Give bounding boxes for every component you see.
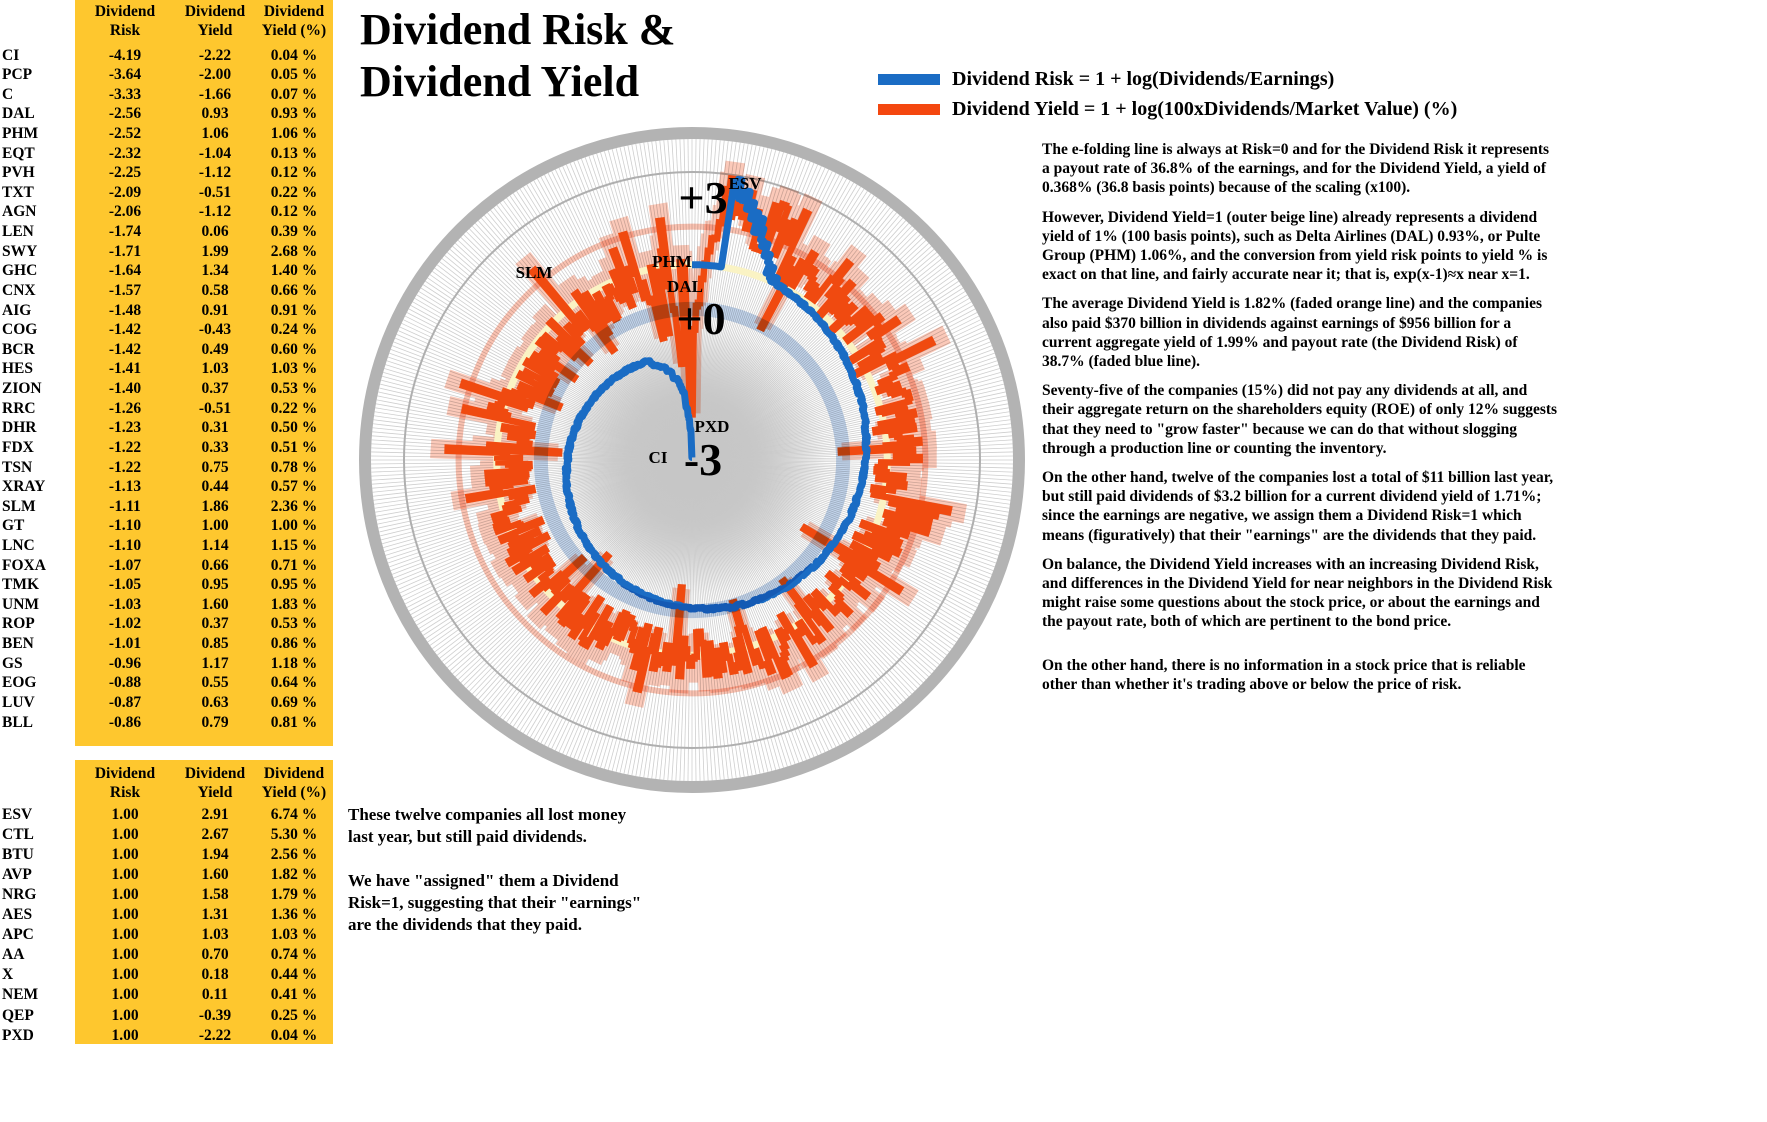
value-cell: 1.58: [201, 886, 229, 904]
note-line: [348, 848, 668, 870]
value-cell: 1.82 %: [270, 866, 318, 884]
value-cell: 1.00: [111, 986, 139, 1004]
value-cell: 1.17: [201, 654, 229, 672]
value-cell: 1.83 %: [270, 595, 318, 613]
value-cell: 1.60: [201, 866, 229, 884]
table-row: [0, 459, 335, 479]
value-cell: 0.12 %: [270, 203, 318, 221]
value-cell: 1.40 %: [270, 262, 318, 280]
value-cell: 0.95 %: [270, 576, 318, 594]
value-cell: 0.13 %: [270, 144, 318, 162]
table-row: [0, 302, 335, 322]
value-cell: -1.07: [108, 556, 142, 574]
table-row: [0, 184, 335, 204]
value-cell: 0.50 %: [270, 419, 318, 437]
table-row: [0, 321, 335, 341]
value-cell: 2.68 %: [270, 242, 318, 260]
value-cell: 1.86: [201, 497, 229, 515]
ticker-cell: UNM: [2, 595, 40, 613]
ticker-cell: RRC: [2, 399, 36, 417]
column-header: Dividend Risk: [94, 765, 156, 801]
value-cell: 1.36 %: [270, 906, 318, 924]
value-cell: -1.10: [108, 537, 142, 554]
table-row: [0, 926, 335, 946]
company-label-ci: CI: [648, 448, 668, 467]
value-cell: 1.00: [111, 886, 139, 904]
ticker-cell: X: [2, 966, 14, 984]
value-cell: 0.93 %: [270, 105, 318, 123]
value-cell: 1.06 %: [270, 124, 318, 142]
value-cell: 0.91 %: [270, 301, 318, 319]
table-row: [0, 1027, 335, 1047]
ticker-cell: AVP: [2, 866, 32, 884]
value-cell: 0.70: [201, 946, 229, 964]
value-cell: 0.22 %: [270, 183, 318, 201]
assigned-note: [348, 804, 668, 936]
table-row: [0, 674, 335, 694]
value-cell: -2.52: [108, 124, 142, 142]
value-cell: 0.37: [201, 615, 229, 633]
company-label-dal: DAL: [667, 277, 703, 296]
value-cell: -0.88: [108, 674, 142, 692]
table-row: [0, 655, 335, 675]
table-row: [0, 86, 335, 106]
value-cell: -1.48: [108, 301, 142, 319]
table-row: [0, 866, 335, 886]
ticker-cell: CI: [2, 46, 20, 64]
table-row: [0, 517, 335, 537]
value-cell: 0.07 %: [270, 85, 318, 103]
table-row: [0, 400, 335, 420]
table-row: [0, 380, 335, 400]
value-cell: 0.95: [201, 576, 229, 594]
commentary-paragraph: On balance, the Dividend Yield increases with an increasing Dividend Risk, and differences in the Dividend Yield for near neighbors in the Dividend Risk might raise some questions about the stock price, or about the earnings and the payout rate, both of which are pertinent to the bond price.: [1042, 555, 1553, 631]
ticker-cell: CNX: [2, 281, 36, 299]
value-cell: 0.53 %: [270, 380, 318, 398]
value-cell: 0.49: [201, 340, 229, 358]
value-cell: -1.11: [109, 497, 141, 515]
legend-swatch-icon: [878, 74, 940, 85]
table-row: [0, 886, 335, 906]
ticker-cell: TSN: [2, 458, 33, 476]
value-cell: -1.41: [108, 360, 142, 378]
value-cell: -0.96: [108, 654, 142, 672]
value-cell: 1.00: [201, 517, 229, 535]
value-cell: -1.10: [108, 517, 142, 535]
value-cell: 1.34: [201, 262, 229, 280]
value-cell: 2.56 %: [270, 846, 318, 864]
value-cell: -1.12: [198, 203, 232, 221]
commentary-paragraph: However, Dividend Yield=1 (outer beige line) already represents a dividend yield of 1% (100 basis points), such as Delta Airlines (DAL) 0.93%, or Pulte Group (PHM) 1.06%, and the conversion from yield risk points to yield % is exact on that line, and fairly accurate near it; that is, exp(x-1)≈x near x=1.: [1042, 208, 1548, 284]
value-cell: 0.63: [201, 693, 229, 711]
page-title: [360, 4, 675, 108]
column-header: Dividend Yield (%): [261, 3, 327, 39]
value-cell: -1.01: [108, 635, 142, 653]
note-line: last year, but still paid dividends.: [348, 827, 587, 846]
value-cell: -1.71: [108, 242, 142, 260]
value-cell: -2.22: [198, 46, 232, 64]
value-cell: -0.51: [198, 183, 232, 201]
note-line: are the dividends that they paid.: [348, 915, 582, 934]
table-row: [0, 615, 335, 635]
value-cell: -1.03: [108, 595, 142, 613]
value-cell: 0.86 %: [270, 635, 318, 653]
ticker-cell: DAL: [2, 105, 35, 123]
company-label-pxd: PXD: [694, 417, 730, 436]
ticker-cell: COG: [2, 321, 38, 339]
value-cell: 6.74 %: [270, 806, 318, 823]
value-cell: 1.31: [201, 906, 229, 924]
ticker-cell: ROP: [2, 615, 35, 633]
value-cell: 1.00: [111, 946, 139, 964]
note-line: Risk=1, suggesting that their "earnings": [348, 893, 642, 912]
ticker-cell: EQT: [2, 144, 35, 162]
table-row: [0, 946, 335, 966]
table-row: [0, 145, 335, 165]
value-cell: 0.58: [201, 281, 229, 299]
value-cell: 0.24 %: [270, 321, 318, 339]
note-line: We have "assigned" them a Dividend: [348, 871, 619, 890]
value-cell: -1.57: [108, 281, 142, 299]
value-cell: -0.43: [198, 321, 232, 339]
table-row: [0, 360, 335, 380]
ticker-cell: NEM: [2, 986, 39, 1004]
value-cell: -2.25: [108, 164, 142, 182]
ticker-cell: HES: [2, 360, 34, 378]
value-cell: -0.87: [108, 693, 142, 711]
table-row: [0, 125, 335, 145]
ticker-cell: AGN: [2, 203, 37, 221]
ticker-cell: APC: [2, 926, 34, 944]
value-cell: -2.32: [108, 144, 142, 162]
value-cell: 0.64 %: [270, 674, 318, 692]
value-cell: -2.06: [108, 203, 142, 221]
value-cell: 1.79 %: [270, 886, 318, 904]
value-cell: 0.93: [201, 105, 229, 123]
value-cell: 0.75: [201, 458, 229, 476]
value-cell: -1.42: [108, 340, 142, 358]
table-row: [0, 498, 335, 518]
page-title-line1: Dividend Risk &: [360, 5, 676, 54]
value-cell: -1.13: [108, 478, 142, 496]
value-cell: 0.57 %: [270, 478, 318, 496]
ticker-cell: EOG: [2, 674, 37, 692]
value-cell: 1.14: [201, 537, 229, 554]
value-cell: 1.06: [201, 124, 229, 142]
value-cell: 0.04 %: [270, 1026, 318, 1044]
value-cell: 0.60 %: [270, 340, 318, 358]
ticker-cell: CTL: [2, 826, 34, 844]
value-cell: 1.00: [111, 926, 139, 944]
value-cell: 1.00: [111, 806, 139, 823]
value-cell: 0.91: [201, 301, 229, 319]
table-row: [0, 694, 335, 714]
value-cell: 1.03 %: [270, 360, 318, 378]
table-row: [0, 596, 335, 616]
ticker-cell: C: [2, 85, 14, 103]
value-cell: 0.37: [201, 380, 229, 398]
value-cell: 0.06: [201, 223, 229, 241]
table-row: [0, 966, 335, 986]
legend-label: Dividend Yield = 1 + log(100xDividends/Market Value) (%): [952, 97, 1458, 120]
value-cell: -2.09: [108, 183, 142, 201]
table-row: [0, 105, 335, 125]
ticker-cell: FOXA: [2, 556, 46, 574]
value-cell: 1.00: [111, 866, 139, 884]
ticker-cell: PXD: [2, 1026, 34, 1044]
ticker-cell: LUV: [2, 693, 35, 711]
value-cell: -1.64: [108, 262, 142, 280]
ticker-cell: AA: [2, 946, 25, 964]
ticker-cell: BCR: [2, 340, 35, 358]
value-cell: -1.22: [108, 438, 142, 456]
value-cell: 0.74 %: [270, 946, 318, 964]
value-cell: -0.51: [198, 399, 232, 417]
value-cell: 1.00: [111, 846, 139, 864]
ring-label-plus0: +0: [676, 293, 726, 344]
value-cell: 1.00: [111, 906, 139, 924]
value-cell: 0.12 %: [270, 164, 318, 182]
table-row: [0, 537, 335, 557]
table-row: [0, 66, 335, 86]
value-cell: -3.64: [108, 66, 142, 84]
commentary-paragraph: Seventy-five of the companies (15%) did not pay any dividends at all, and their aggregate return on the shareholders equity (ROE) of only 12% suggests that they need to "grow faster" because we can do that without slogging through a production line or counting the inventory.: [1042, 382, 1558, 457]
ring-label-minus3: -3: [683, 434, 723, 485]
value-cell: 0.11: [201, 986, 229, 1004]
table-row: [0, 478, 335, 498]
commentary-paragraph: The average Dividend Yield is 1.82% (faded orange line) and the companies also paid $370 billion in dividends against earnings of $956 billion for a current aggregate yield of 1.99% and payout rate (the Dividend Risk) of 38.7% (faded blue line).: [1042, 295, 1543, 371]
table-row: [0, 243, 335, 263]
value-cell: 0.85: [201, 635, 229, 653]
ticker-cell: LNC: [2, 537, 35, 554]
ticker-cell: GS: [2, 654, 23, 672]
table-row: [0, 262, 335, 282]
ticker-cell: PCP: [2, 66, 33, 84]
table-row: [0, 576, 335, 596]
value-cell: 1.18 %: [270, 654, 318, 672]
ticker-cell: GT: [2, 517, 25, 535]
value-cell: -1.02: [108, 615, 142, 633]
ticker-cell: GHC: [2, 262, 38, 280]
value-cell: -1.26: [108, 399, 142, 417]
ticker-cell: DHR: [2, 419, 37, 437]
table-row: [0, 419, 335, 439]
value-cell: 0.41 %: [270, 986, 318, 1004]
value-cell: -2.00: [198, 66, 232, 84]
ticker-cell: SLM: [2, 497, 36, 515]
value-cell: 0.18: [201, 966, 229, 984]
value-cell: 1.00: [111, 1026, 139, 1044]
ticker-cell: NRG: [2, 886, 37, 904]
value-cell: 0.71 %: [270, 556, 318, 574]
value-cell: -1.04: [198, 144, 232, 162]
value-cell: 0.25 %: [270, 1006, 318, 1024]
ticker-cell: PVH: [2, 164, 35, 182]
value-cell: 0.66 %: [270, 281, 318, 299]
ticker-cell: PHM: [2, 124, 39, 142]
value-cell: 0.04 %: [270, 46, 318, 64]
value-cell: 1.00: [111, 1006, 139, 1024]
value-cell: 1.03 %: [270, 926, 318, 944]
value-cell: 0.79: [201, 713, 229, 731]
value-cell: -1.23: [108, 419, 142, 437]
value-cell: -1.66: [198, 85, 232, 103]
value-cell: -1.22: [108, 458, 142, 476]
value-cell: -3.33: [108, 85, 142, 103]
table-row: [0, 635, 335, 655]
table-row: [0, 714, 335, 734]
ring-label-plus3: +3: [678, 172, 728, 223]
value-cell: 0.44 %: [270, 966, 318, 984]
ticker-cell: QEP: [2, 1006, 34, 1024]
value-cell: 1.15 %: [270, 537, 318, 554]
table-row: [0, 806, 335, 826]
value-cell: 0.55: [201, 674, 229, 692]
value-cell: -0.86: [108, 713, 142, 731]
value-cell: 0.22 %: [270, 399, 318, 417]
ticker-cell: AIG: [2, 301, 32, 319]
ticker-cell: BTU: [2, 846, 34, 864]
page-title-line2: Dividend Yield: [360, 57, 640, 106]
ticker-cell: TXT: [2, 183, 34, 201]
value-cell: 1.03: [201, 926, 229, 944]
table-row: [0, 846, 335, 866]
value-cell: 0.33: [201, 438, 229, 456]
ticker-cell: ESV: [2, 806, 33, 823]
value-cell: -0.39: [198, 1006, 232, 1024]
company-label-phm: PHM: [652, 252, 692, 271]
value-cell: 1.00 %: [270, 517, 318, 535]
table-row: [0, 203, 335, 223]
column-header: Dividend Yield: [184, 3, 246, 39]
ticker-cell: LEN: [2, 223, 34, 241]
value-cell: 0.53 %: [270, 615, 318, 633]
ticker-cell: AES: [2, 906, 33, 924]
value-cell: 2.36 %: [270, 497, 318, 515]
legend-label: Dividend Risk = 1 + log(Dividends/Earnings): [952, 67, 1335, 90]
value-cell: -2.56: [108, 105, 142, 123]
table-row: [0, 47, 335, 67]
commentary-paragraph: On the other hand, there is no information in a stock price that is reliable other than whether it's trading above or below the price of risk.: [1042, 656, 1526, 693]
value-cell: 1.00: [111, 826, 139, 844]
ticker-cell: XRAY: [2, 478, 46, 496]
table-row: [0, 557, 335, 577]
commentary-paragraph: The e-folding line is always at Risk=0 and for the Dividend Risk it represents a payout rate of 36.8% of the earnings, and for the Dividend Yield, a yield of 0.368% (36.8 basis points) because of the scaling (x100).: [1042, 141, 1550, 197]
value-cell: 1.94: [201, 846, 229, 864]
column-header: Dividend Yield (%): [261, 765, 327, 801]
value-cell: 5.30 %: [270, 826, 318, 844]
legend-item-dividend-risk: [878, 64, 1457, 94]
ticker-cell: FDX: [2, 438, 34, 456]
value-cell: -1.42: [108, 321, 142, 339]
radial-chart: [342, 110, 1042, 810]
value-cell: 0.39 %: [270, 223, 318, 241]
value-cell: 0.51 %: [270, 438, 318, 456]
table-row: [0, 341, 335, 361]
value-cell: 0.44: [201, 478, 229, 496]
value-cell: 1.99: [201, 242, 229, 260]
table-row: [0, 906, 335, 926]
table-row: [0, 164, 335, 184]
value-cell: 0.69 %: [270, 693, 318, 711]
ticker-cell: SWY: [2, 242, 38, 260]
value-cell: 2.67: [201, 826, 229, 844]
table-row: [0, 986, 335, 1006]
value-cell: 0.81 %: [270, 713, 318, 731]
value-cell: -2.22: [198, 1026, 232, 1044]
value-cell: -1.05: [108, 576, 142, 594]
value-cell: 1.03: [201, 360, 229, 378]
ticker-cell: BEN: [2, 635, 34, 653]
value-cell: 1.00: [111, 966, 139, 984]
commentary-paragraph: On the other hand, twelve of the companies lost a total of $11 billion last year, but still paid dividends of $3.2 billion for a current dividend yield of 1.71%; since the earnings are negative, we assign them a Dividend Risk=1 which means (figuratively) that their "earnings" are the dividends that they paid.: [1042, 469, 1554, 544]
ticker-cell: ZION: [2, 380, 42, 398]
table-row: [0, 826, 335, 846]
company-label-slm: SLM: [515, 263, 553, 282]
value-cell: -1.40: [108, 380, 142, 398]
value-cell: -1.12: [198, 164, 232, 182]
value-cell: -1.74: [108, 223, 142, 241]
value-cell: -4.19: [108, 46, 142, 64]
ticker-cell: TMK: [2, 576, 40, 594]
note-line: These twelve companies all lost money: [348, 805, 627, 824]
ticker-cell: BLL: [2, 713, 34, 731]
value-cell: 0.66: [201, 556, 229, 574]
table-row: [0, 223, 335, 243]
table-row: [0, 282, 335, 302]
table-row: [0, 439, 335, 459]
value-cell: 2.91: [201, 806, 229, 823]
value-cell: 0.31: [201, 419, 229, 437]
column-header: Dividend Risk: [94, 3, 156, 39]
table-row: [0, 1007, 335, 1027]
value-cell: 0.78 %: [270, 458, 318, 476]
column-header: Dividend Yield: [184, 765, 246, 801]
value-cell: 0.05 %: [270, 66, 318, 84]
value-cell: 1.60: [201, 595, 229, 613]
commentary: [1042, 140, 1558, 704]
company-label-esv: ESV: [728, 174, 762, 193]
